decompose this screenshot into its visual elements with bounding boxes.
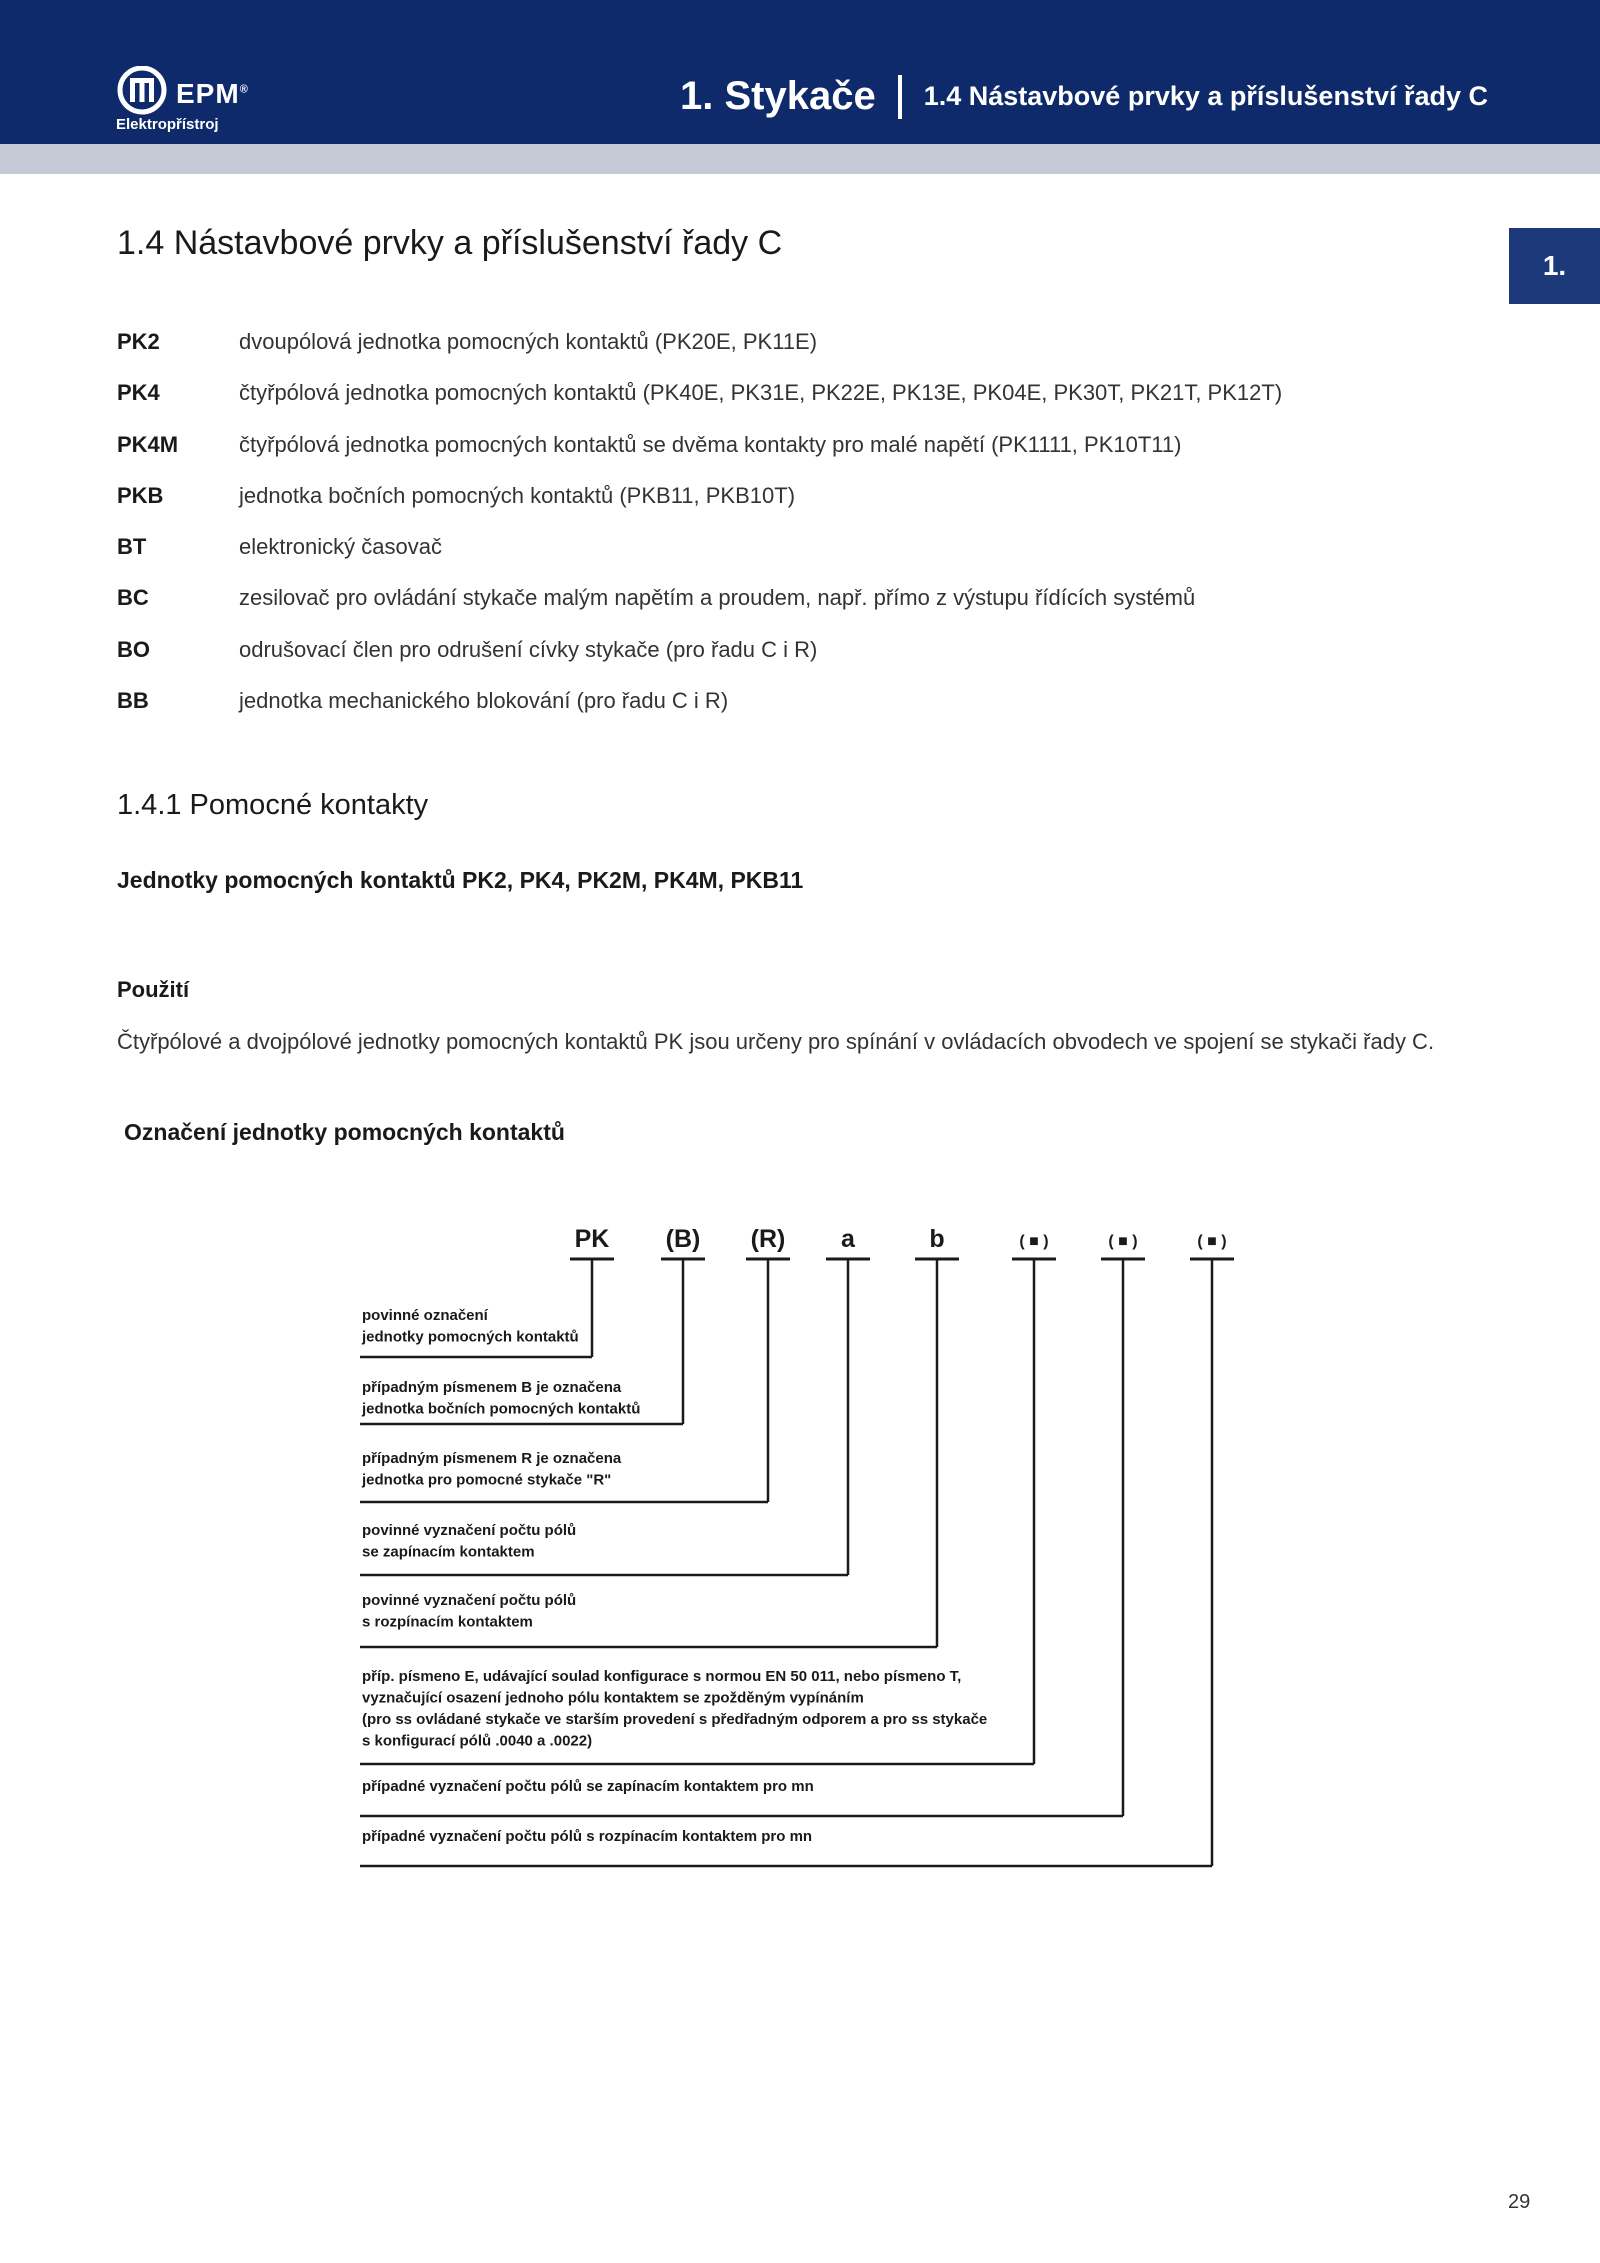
header-title	[680, 74, 1488, 119]
abbreviation-code: BO	[117, 636, 150, 662]
designation-description: povinné označení	[362, 1307, 488, 1324]
page-header	[0, 0, 1600, 144]
header-separator	[898, 75, 902, 119]
abbreviation-code: BT	[117, 534, 147, 560]
designation-description: s konfigurací pólů .0040 a .0022)	[362, 1732, 593, 1750]
epm-logo-icon	[116, 66, 172, 116]
designation-description: příp. písmeno E, udávající soulad konfigurace s normou EN 50 011, nebo písmeno T,	[362, 1668, 962, 1685]
designation-diagram	[0, 1180, 1600, 1900]
abbreviation-code: BB	[117, 688, 149, 714]
usage-paragraph: Čtyřpólové a dvojpólové jednotky pomocných kontaktů PK jsou určeny pro spínání v ovládacích obvodech ve spojení se stykači řady C.	[117, 1029, 1435, 1054]
abbreviation-description: dvoupólová jednotka pomocných kontaktů (PK20E, PK11E)	[239, 329, 818, 354]
designation-description: jednotka pro pomocné stykače "R"	[362, 1471, 612, 1489]
abbreviation-description: odrušovací člen pro odrušení cívky stykače (pro řadu C i R)	[239, 636, 818, 662]
abbreviation-description: zesilovač pro ovládání stykače malým napětím a proudem, např. přímo z výstupu řídících systémů	[239, 585, 1196, 611]
page-title: 1.4 Nástavbové prvky a příslušenství řady C	[117, 224, 783, 262]
designation-symbol: ( ■ )	[1197, 1233, 1227, 1250]
designation-symbol: (R)	[750, 1225, 786, 1253]
designation-symbol: a	[841, 1225, 855, 1253]
chapter-title: 1. Stykače	[680, 74, 876, 118]
brand-subtitle: Elektropřístroj	[116, 116, 219, 133]
designation-symbol: (B)	[665, 1225, 701, 1253]
designation-description: případné vyznačení počtu pólů se zapínacím kontaktem pro mn	[362, 1778, 814, 1795]
section-title: 1.4 Nástavbové prvky a příslušenství řady C	[923, 81, 1488, 111]
abbreviation-code: PK2	[117, 329, 160, 354]
designation-description: (pro ss ovládané stykače ve starším provedení s předřadným odporem a pro ss stykače	[362, 1711, 988, 1728]
abbreviation-code: PKB	[117, 482, 164, 508]
abbreviation-description: čtyřpólová jednotka pomocných kontaktů (PK40E, PK31E, PK22E, PK13E, PK04E, PK30T, PK21T, PK12T)	[239, 380, 1283, 406]
brand-name: EPM®	[176, 78, 249, 109]
designation-symbol: ( ■ )	[1108, 1233, 1138, 1250]
subsection-subtitle: Jednotky pomocných kontaktů PK2, PK4, PK2M, PK4M, PKB11	[117, 867, 804, 893]
page-number: 29	[1508, 2191, 1531, 2213]
abbreviation-description: elektronický časovač	[239, 534, 442, 560]
designation-description: se zapínacím kontaktem	[362, 1543, 535, 1561]
designation-description: povinné vyznačení počtu pólů	[362, 1522, 577, 1539]
designation-description: jednotka bočních pomocných kontaktů	[362, 1400, 641, 1418]
abbreviation-description: jednotka bočních pomocných kontaktů (PKB11, PKB10T)	[239, 482, 796, 508]
abbreviation-code: PK4M	[117, 431, 179, 457]
designation-description: jednotky pomocných kontaktů	[362, 1328, 579, 1346]
abbreviation-code: BC	[117, 585, 149, 611]
abbreviation-description: čtyřpólová jednotka pomocných kontaktů se dvěma kontakty pro malé napětí (PK1111, PK10T11)	[239, 431, 1182, 457]
designation-description: případným písmenem R je označena	[362, 1450, 622, 1467]
subsection-title: 1.4.1 Pomocné kontakty	[117, 789, 429, 821]
abbreviation-code: PK4	[117, 380, 160, 406]
designation-symbol: PK	[574, 1225, 610, 1253]
chapter-tab: 1.	[1509, 228, 1600, 304]
designation-symbol: b	[929, 1225, 945, 1253]
diagram-heading: Označení jednotky pomocných kontaktů	[124, 1119, 565, 1145]
abbreviation-description: jednotka mechanického blokování (pro řadu C i R)	[239, 688, 729, 714]
designation-description: případné vyznačení počtu pólů s rozpínacím kontaktem pro mn	[362, 1828, 813, 1845]
designation-symbol: ( ■ )	[1019, 1233, 1049, 1250]
designation-description: vyznačující osazení jednoho pólu kontaktem se zpožděným vypínáním	[362, 1689, 864, 1707]
header-subband	[0, 144, 1600, 174]
designation-description: s rozpínacím kontaktem	[362, 1613, 533, 1631]
epm-logo	[116, 66, 276, 142]
designation-description: případným písmenem B je označena	[362, 1379, 622, 1396]
usage-heading: Použití	[117, 977, 190, 1002]
designation-description: povinné vyznačení počtu pólů	[362, 1592, 577, 1609]
